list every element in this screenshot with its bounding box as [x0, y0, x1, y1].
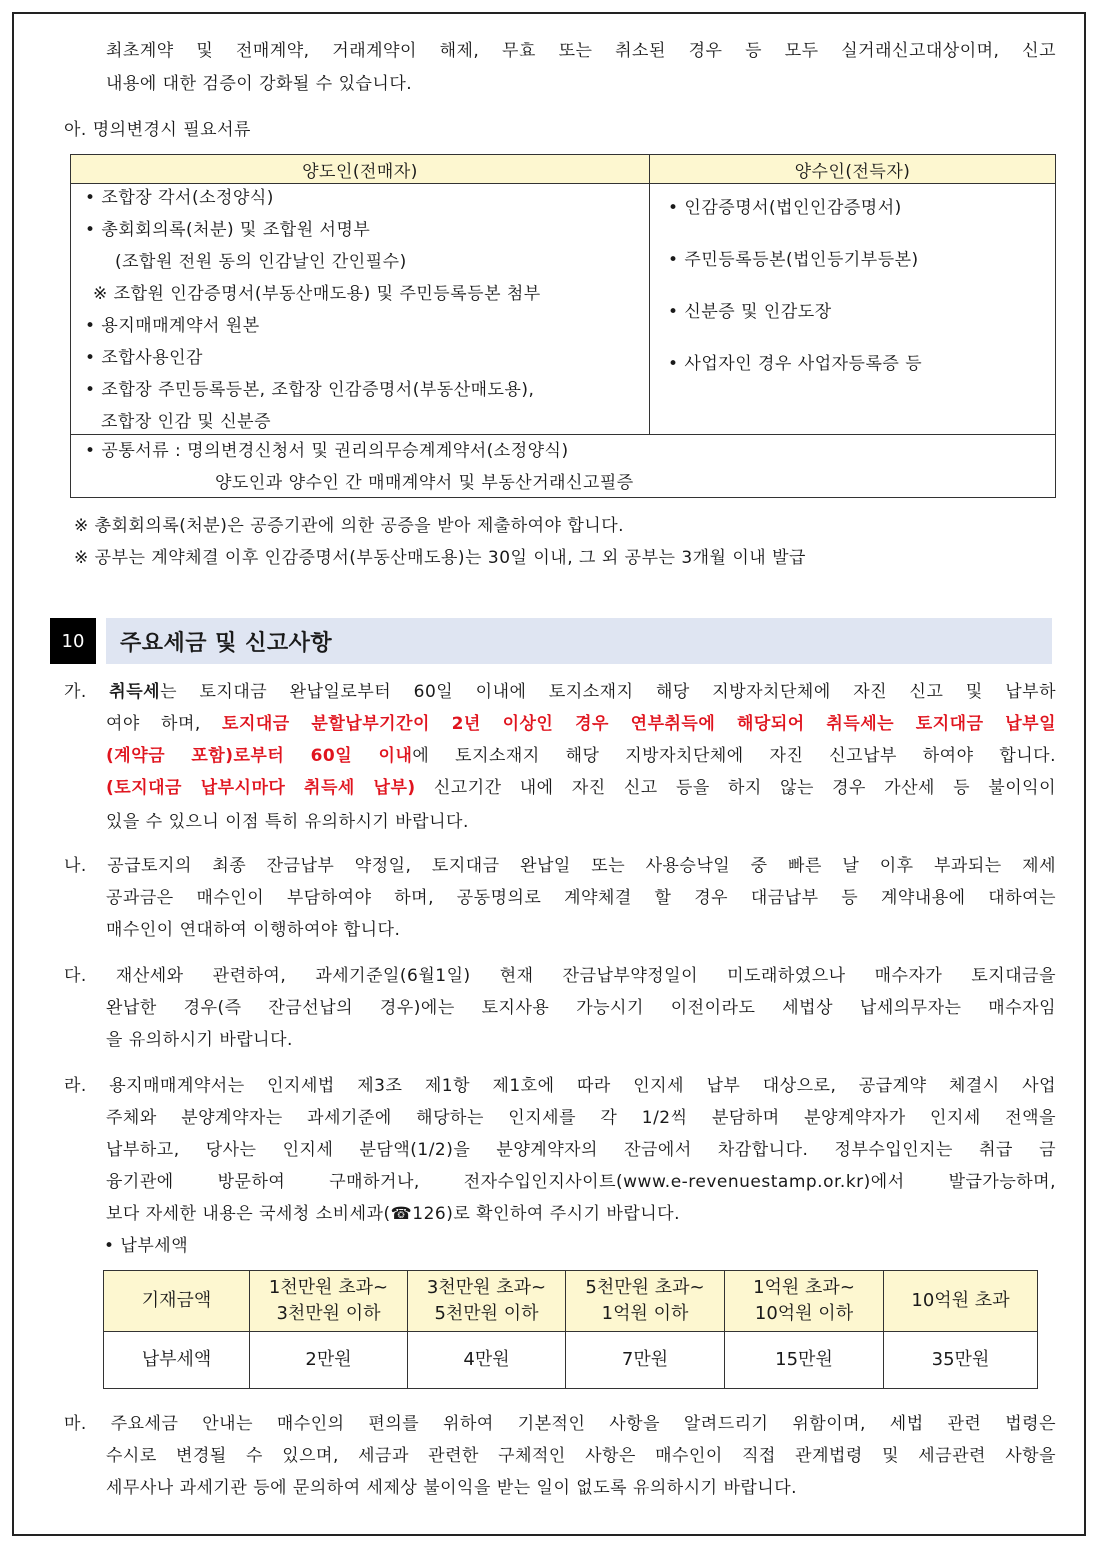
- da-line-3: 을 유의하시기 바랍니다.: [106, 1030, 293, 1050]
- common-documents: [71, 435, 1055, 497]
- table-header-cell: 5천만원 초과~ 1억원 이하: [566, 1271, 725, 1332]
- list-item: 조합장 인감 및 신분증: [101, 412, 272, 432]
- intro-line-2: 내용에 대한 검증이 강화될 수 있습니다.: [106, 74, 413, 94]
- list-item: • 주민등록등본(법인등기부등본): [668, 250, 919, 270]
- list-item: • 인감증명서(법인인감증명서): [668, 198, 902, 218]
- table-row-label: 납부세액: [104, 1332, 250, 1389]
- table-cell: 15만원: [725, 1332, 884, 1389]
- ga-line-3: (계약금 포함)로부터 60일 이내에 토지소재지 해당 지방자치단체에 자진 신고납부 하여야 합니다.: [106, 746, 1057, 766]
- na-line-1: 나. 공급토지의 최종 잔금납부 약정일, 토지대금 완납일 또는 사용승낙일 중 빠른 날 이후 부과되는 제세: [64, 856, 1056, 876]
- list-item: • 용지매매계약서 원본: [85, 316, 260, 336]
- section-title-bar: [106, 618, 1052, 664]
- seller-documents: [71, 184, 649, 434]
- docs-note-2: ※ 공부는 계약체결 이후 인감증명서(부동산매도용)는 30일 이내, 그 외 공부는 3개월 이내 발급: [74, 548, 806, 568]
- na-line-3: 매수인이 연대하여 이행하여야 합니다.: [106, 920, 401, 940]
- ra-line-3: 납부하고, 당사는 인지세 분담액(1/2)을 분양계약자의 잔금에서 차감합니다. 정부수입인지는 취급 금: [106, 1140, 1056, 1160]
- ga-line-4: (토지대금 납부시마다 취득세 납부) 신고기간 내에 자진 신고 등을 하지 않는 경우 가산세 등 불이익이: [106, 778, 1056, 798]
- section-number: 10: [50, 618, 96, 664]
- table-cell: 2만원: [250, 1332, 408, 1389]
- da-line-2: 완납한 경우(즉 잔금선납의 경우)에는 토지사용 가능시기 이전이라도 세법상 납세의무자는 매수자임: [106, 998, 1056, 1018]
- table-header-cell: 기재금액: [104, 1271, 250, 1332]
- ma-line-2: 수시로 변경될 수 있으며, 세금과 관련한 구체적인 사항은 매수인이 직접 관계법령 및 세금관련 사항을: [106, 1446, 1056, 1466]
- docs-heading: 아. 명의변경시 필요서류: [64, 120, 251, 140]
- table-header-cell: 1억원 초과~ 10억원 이하: [725, 1271, 884, 1332]
- ra-line-5: 보다 자세한 내용은 국세청 소비세과(☎126)로 확인하여 주시기 바랍니다.: [106, 1204, 681, 1224]
- docs-note-1: ※ 총회회의록(처분)은 공증기관에 의한 공증을 받아 제출하여야 합니다.: [74, 516, 625, 536]
- list-item: (조합원 전원 동의 인감날인 간인필수): [115, 252, 407, 272]
- common-line-2: 양도인과 양수인 간 매매계약서 및 부동산거래신고필증: [215, 473, 634, 493]
- ga-line-2: 여야 하며, 토지대금 분할납부기간이 2년 이상인 경우 연부취득에 해당되어 취득세는 토지대금 납부일: [106, 714, 1056, 734]
- buyer-documents: [650, 184, 1055, 434]
- seller-column-header: 양도인(전매자): [71, 155, 650, 184]
- ga-line-1: 가. 취득세는 토지대금 완납일로부터 60일 이내에 토지소재지 해당 지방자치단체에 자진 신고 및 납부하: [64, 682, 1056, 702]
- intro-line-1: 최초계약 및 전매계약, 거래계약이 해제, 무효 또는 취소된 경우 등 모두 실거래신고대상이며, 신고: [106, 41, 1056, 61]
- table-cell: 35만원: [884, 1332, 1038, 1389]
- da-line-1: 다. 재산세와 관련하여, 과세기준일(6월1일) 현재 잔금납부약정일이 미도래하였으나 매수자가 토지대금을: [64, 966, 1056, 986]
- na-line-2: 공과금은 매수인이 부담하여야 하며, 공동명의로 계약체결 할 경우 대금납부 등 계약내용에 대하여는: [106, 888, 1056, 908]
- table-header-cell: 10억원 초과: [884, 1271, 1038, 1332]
- ra-line-4: 융기관에 방문하여 구매하거나, 전자수입인지사이트(www.e-revenuestamp.or.kr)에서 발급가능하며,: [106, 1172, 1056, 1192]
- table-cell: 4만원: [408, 1332, 566, 1389]
- ma-line-1: 마. 주요세금 안내는 매수인의 편의를 위하여 기본적인 사항을 알려드리기 위함이며, 세법 관련 법령은: [64, 1414, 1056, 1434]
- list-item: • 조합사용인감: [85, 348, 203, 368]
- section-title: 주요세금 및 신고사항: [120, 630, 333, 656]
- ma-line-3: 세무사나 과세기관 등에 문의하여 세제상 불이익을 받는 일이 없도록 유의하시기 바랍니다.: [106, 1478, 798, 1498]
- ra-line-2: 주체와 분양계약자는 과세기준에 해당하는 인지세를 각 1/2씩 분담하며 분양계약자가 인지세 전액을: [106, 1108, 1056, 1128]
- stamp-tax-table: [103, 1270, 1038, 1389]
- list-item: • 조합장 각서(소정양식): [85, 188, 274, 208]
- list-item: • 사업자인 경우 사업자등록증 등: [668, 354, 923, 374]
- stamp-tax-label: • 납부세액: [104, 1236, 189, 1256]
- list-item: ※ 조합원 인감증명서(부동산매도용) 및 주민등록등본 첨부: [93, 284, 541, 304]
- documents-table: [70, 154, 1056, 498]
- common-line-1: • 공통서류 : 명의변경신청서 및 권리의무승계계약서(소정양식): [85, 441, 569, 461]
- list-item: • 총회회의록(처분) 및 조합원 서명부: [85, 220, 371, 240]
- list-item: • 신분증 및 인감도장: [668, 302, 832, 322]
- table-header-cell: 1천만원 초과~ 3천만원 이하: [250, 1271, 408, 1332]
- list-item: • 조합장 주민등록등본, 조합장 인감증명서(부동산매도용),: [85, 380, 535, 400]
- ra-line-1: 라. 용지매매계약서는 인지세법 제3조 제1항 제1호에 따라 인지세 납부 대상으로, 공급계약 체결시 사업: [64, 1076, 1056, 1096]
- table-header-cell: 3천만원 초과~ 5천만원 이하: [408, 1271, 566, 1332]
- table-cell: 7만원: [566, 1332, 725, 1389]
- buyer-column-header: 양수인(전득자): [650, 155, 1056, 184]
- ga-line-5: 있을 수 있으니 이점 특히 유의하시기 바랍니다.: [106, 812, 469, 832]
